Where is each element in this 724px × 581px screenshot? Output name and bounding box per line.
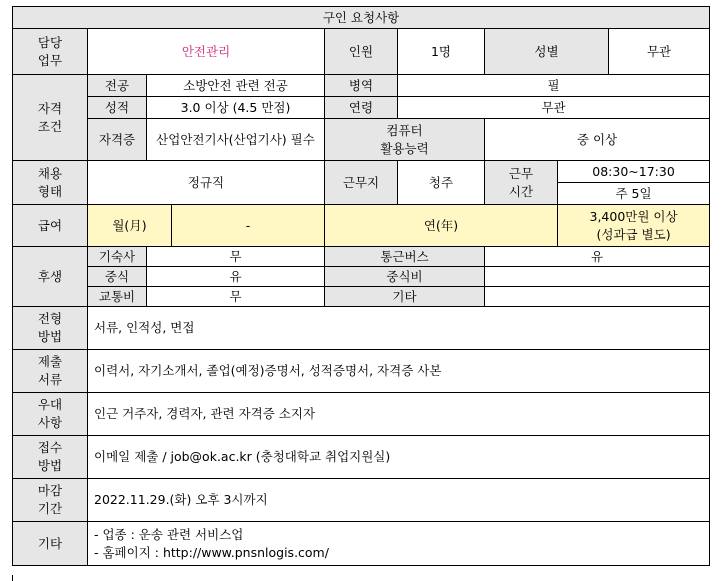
welfare-label: 후생	[13, 247, 88, 307]
grade-value: 3.0 이상 (4.5 만점)	[147, 97, 325, 119]
preference-label: 우대 사항	[13, 393, 88, 436]
lunch-value: 유	[147, 267, 325, 287]
monthly-value: -	[172, 205, 325, 247]
documents-label: 제출 서류	[13, 350, 88, 393]
preference-value: 인근 거주자, 경력자, 관련 자격증 소지자	[88, 393, 710, 436]
location-label: 근무지	[325, 161, 398, 205]
monthly-label: 월(月)	[88, 205, 172, 247]
table-title: 구인 요청사항	[13, 7, 710, 29]
homepage-line: - 홈페이지 : http://www.pnsnlogis.com/	[94, 544, 329, 560]
major-label: 전공	[88, 75, 147, 97]
headcount-value: 1명	[398, 29, 485, 75]
dorm-value: 무	[147, 247, 325, 267]
military-label: 병역	[325, 75, 398, 97]
age-value: 무관	[398, 97, 710, 119]
location-value: 청주	[398, 161, 485, 205]
computer-value: 중 이상	[485, 119, 710, 161]
selection-value: 서류, 인적성, 면접	[88, 307, 710, 350]
headcount-label: 인원	[325, 29, 398, 75]
annual-value: 3,400만원 이상 (성과급 별도)	[558, 205, 710, 247]
lunch-fee-value	[485, 267, 710, 287]
welfare-etc-value	[485, 287, 710, 307]
annual-label: 연(年)	[325, 205, 558, 247]
deadline-label: 마감 기간	[13, 479, 88, 522]
application-label: 접수 방법	[13, 436, 88, 479]
industry-line: - 업종 : 운송 관련 서비스업	[94, 526, 244, 542]
selection-label: 전형 방법	[13, 307, 88, 350]
bus-value: 유	[485, 247, 710, 267]
duty-value: 안전관리	[88, 29, 325, 75]
qualification-label: 자격 조건	[13, 75, 88, 161]
lunch-label: 중식	[88, 267, 147, 287]
employment-label: 채용 형태	[13, 161, 88, 205]
job-request-table	[12, 6, 710, 566]
employment-type: 정규직	[88, 161, 325, 205]
salary-label: 급여	[13, 205, 88, 247]
documents-value: 이력서, 자기소개서, 졸업(예정)증명서, 성적증명서, 자격증 사본	[88, 350, 710, 393]
bus-label: 통근버스	[325, 247, 485, 267]
hours-label: 근무 시간	[485, 161, 558, 205]
other-label: 기타	[13, 522, 88, 566]
gender-label: 성별	[485, 29, 609, 75]
cert-label: 자격증	[88, 119, 147, 161]
other-value	[88, 522, 710, 566]
application-value: 이메일 제출 / job@ok.ac.kr (충청대학교 취업지원실)	[88, 436, 710, 479]
major-value: 소방안전 관련 전공	[147, 75, 325, 97]
deadline-value: 2022.11.29.(화) 오후 3시까지	[88, 479, 710, 522]
military-value: 필	[398, 75, 710, 97]
computer-label: 컴퓨터 활용능력	[325, 119, 485, 161]
dorm-label: 기숙사	[88, 247, 147, 267]
duty-label: 담당 업무	[13, 29, 88, 75]
welfare-etc-label: 기타	[325, 287, 485, 307]
days-value: 주 5일	[558, 183, 710, 205]
grade-label: 성적	[88, 97, 147, 119]
cursor-mark	[12, 575, 13, 581]
age-label: 연령	[325, 97, 398, 119]
lunch-fee-label: 중식비	[325, 267, 485, 287]
transport-value: 무	[147, 287, 325, 307]
cert-value: 산업안전기사(산업기사) 필수	[147, 119, 325, 161]
transport-label: 교통비	[88, 287, 147, 307]
gender-value: 무관	[609, 29, 710, 75]
hours-value: 08:30~17:30	[558, 161, 710, 183]
